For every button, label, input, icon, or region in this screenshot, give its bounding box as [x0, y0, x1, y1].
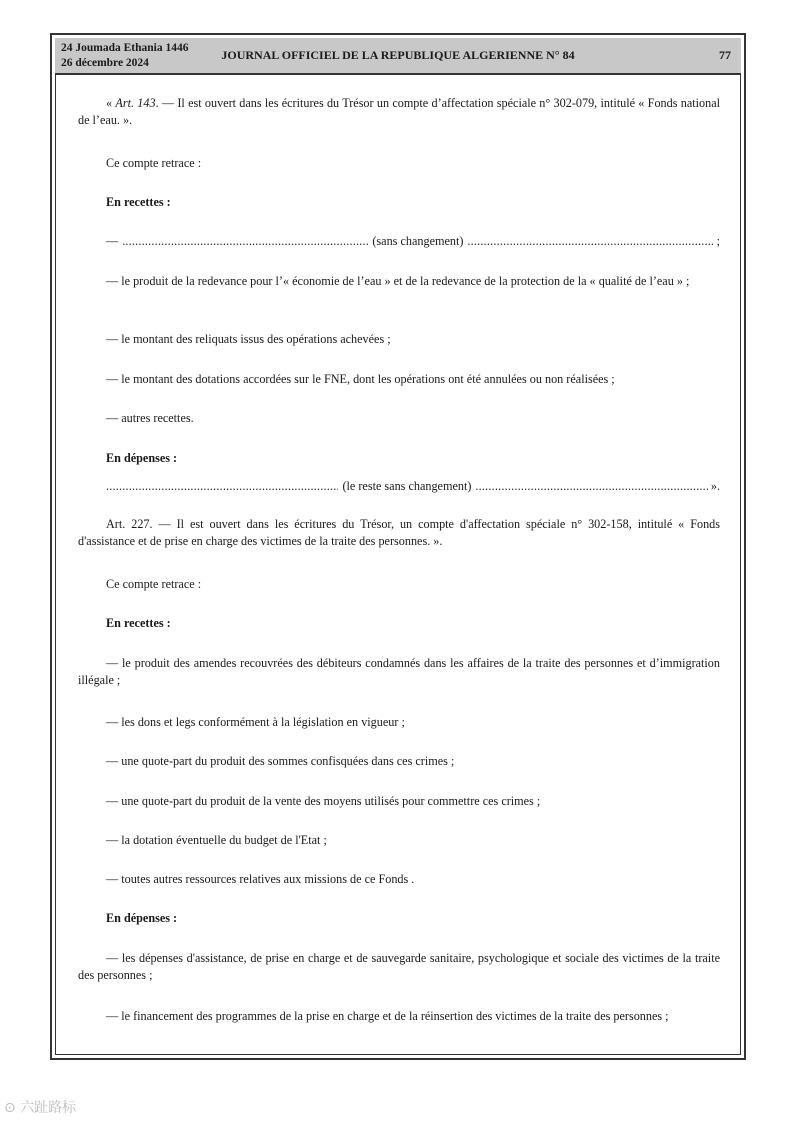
heading-recettes-1: En recettes :: [106, 195, 171, 209]
list-item-financement-programmes: — le financement des programmes de la prise en charge et de la réinsertion des victimes de la traite des personnes ;: [106, 1009, 669, 1023]
paragraph-compte-retrace-1: Ce compte retrace :: [106, 156, 202, 170]
list-item-dotation-budget: — la dotation éventuelle du budget de l'Etat ;: [106, 833, 327, 847]
dot-leader: [467, 233, 713, 250]
dotted-line-sans-changement: [106, 233, 720, 250]
dash: —: [106, 234, 119, 248]
list-item-sommes-confisquees: — une quote-part du produit des sommes confisquées dans ces crimes ;: [106, 754, 455, 768]
dotted-line-reste-sans-changement: [106, 478, 720, 495]
dot-leader: [106, 478, 338, 495]
heading-depenses-2: En dépenses :: [106, 911, 178, 925]
article-143-text: . — Il est ouvert dans les écritures du Trésor un compte d’affectation spéciale n° 302-079, intitulé « Fonds national de l’eau. ».: [78, 96, 721, 127]
dot-leader: [122, 233, 368, 250]
quote-open: «: [106, 96, 116, 110]
article-143-paragraph: [78, 95, 720, 129]
watermark-icon: ⊙: [4, 1100, 16, 1116]
journal-header: [55, 38, 741, 75]
heading-recettes-2: En recettes :: [106, 616, 171, 630]
list-item-dons-legs: — les dons et legs conformément à la législation en vigueur ;: [106, 715, 405, 729]
list-item-amendes: — le produit des amendes recouvrées des débiteurs condamnés dans les affaires de la traite des personnes et d’immigration illégale ;: [78, 656, 720, 687]
header-page-number: 77: [719, 48, 731, 62]
list-item-vente-moyens: — une quote-part du produit de la vente des moyens utilisés pour commettre ces crimes ;: [106, 794, 541, 808]
list-item-dotations-fne: — le montant des dotations accordées sur le FNE, dont les opérations ont été annulées ou non réalisées ;: [106, 372, 615, 386]
list-item-depenses-assistance: — les dépenses d'assistance, de prise en charge et de sauvegarde sanitaire, psychologique et sociale des victimes de la traite des personnes ;: [78, 951, 720, 982]
list-item-reliquats: — le montant des reliquats issus des opérations achevées ;: [106, 332, 391, 346]
article-227-paragraph: Art. 227. — Il est ouvert dans les écritures du Trésor, un compte d'affectation spéciale n° 302-158, intitulé « Fonds d'assistance et de prise en charge des victimes de la traite des personnes. ».: [78, 517, 720, 548]
list-item-autres-recettes: — autres recettes.: [106, 411, 194, 425]
list-item-redevance: — le produit de la redevance pour l’« économie de l’eau » et de la redevance de la protection de la « qualité de l’eau » ;: [106, 274, 690, 288]
sans-changement-text: (sans changement): [372, 234, 464, 248]
list-item-autres-ressources: — toutes autres ressources relatives aux missions de ce Fonds .: [106, 872, 415, 886]
watermark-logo: [4, 1097, 76, 1117]
header-title: JOURNAL OFFICIEL DE LA REPUBLIQUE ALGERIENNE N° 84: [221, 48, 575, 62]
header-date-hijri: 24 Joumada Ethania 1446: [61, 42, 189, 54]
header-date-gregorian: 26 décembre 2024: [61, 57, 149, 69]
line-end: ».: [710, 479, 721, 493]
reste-sans-changement-text: (le reste sans changement): [342, 479, 472, 493]
paragraph-compte-retrace-2: Ce compte retrace :: [106, 577, 202, 591]
line-end: ;: [716, 234, 720, 248]
article-143-label: Art. 143: [115, 96, 156, 110]
watermark-text: 六趾路标: [20, 1100, 77, 1116]
dot-leader: [475, 478, 707, 495]
heading-depenses-1: En dépenses :: [106, 451, 178, 465]
